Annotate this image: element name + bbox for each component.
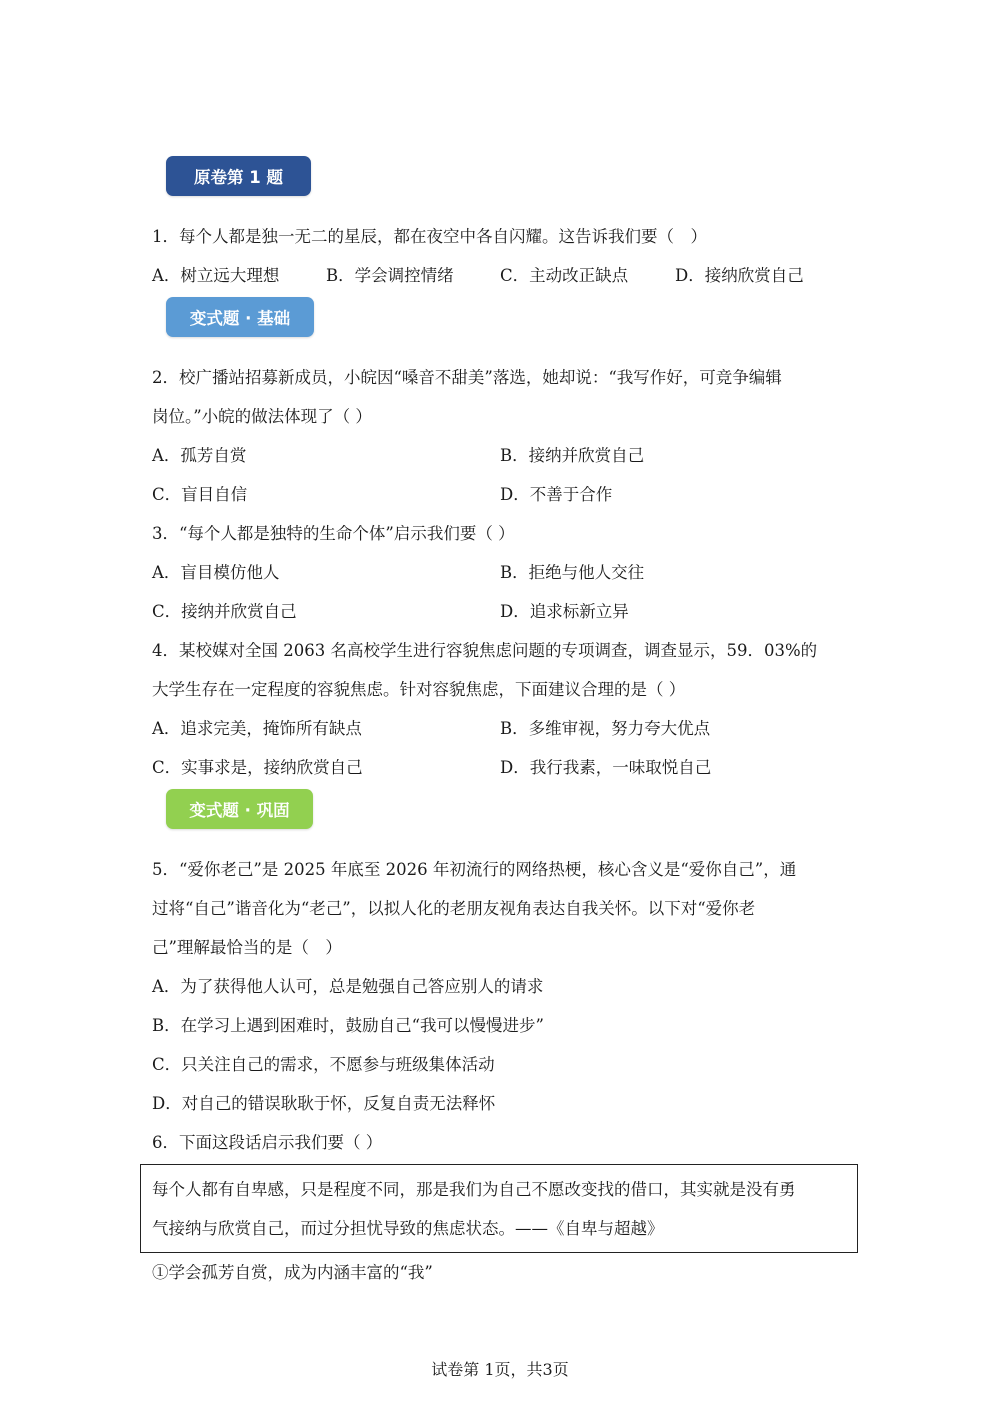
- q2-option-c: C．盲目自信: [152, 485, 248, 504]
- q4-option-b: B．多维审视，努力夸大优点: [500, 719, 711, 738]
- q2-stem-line1: 2．校广播站招募新成员，小皖因“嗓音不甜美”落选，她却说：“我写作好，可竞争编辑: [152, 368, 782, 387]
- q4-option-d: D．我行我素，一味取悦自己: [500, 758, 712, 777]
- q4-stem-line2: 大学生存在一定程度的容貌焦虑。针对容貌焦虑，下面建议合理的是（ ）: [152, 680, 686, 699]
- q2-option-d: D．不善于合作: [500, 485, 613, 504]
- q2-option-a: A．孤芳自赏: [152, 446, 247, 465]
- q1-option-b: B．学会调控情绪: [326, 266, 454, 285]
- q5-stem-line1: 5．“爱你老己”是 2025 年底至 2026 年初流行的网络热梗，核心含义是“爱你自己”，通: [152, 860, 797, 879]
- section-tag-basic: 变式题 · 基础: [166, 297, 314, 337]
- q2-option-b: B．接纳并欣赏自己: [500, 446, 645, 465]
- q5-option-d: D．对自己的错误耿耿于怀，反复自责无法释怀: [152, 1094, 496, 1113]
- q5-option-c: C．只关注自己的需求，不愿参与班级集体活动: [152, 1055, 495, 1074]
- q5-stem-line2: 过将“自己”谐音化为“老己”，以拟人化的老朋友视角表达自我关怀。以下对“爱你老: [152, 899, 756, 918]
- q5-stem-line3: 己”理解最恰当的是（ ）: [152, 938, 342, 957]
- q3-option-a: A．盲目模仿他人: [152, 563, 280, 582]
- q4-option-c: C．实事求是，接纳欣赏自己: [152, 758, 363, 777]
- q6-stem: 6．下面这段话启示我们要（ ）: [152, 1133, 383, 1152]
- q6-quote-line2: 气接纳与欣赏自己，而过分担忧导致的焦虑状态。——《自卑与超越》: [152, 1219, 664, 1238]
- q1-stem: 1．每个人都是独一无二的星辰，都在夜空中各自闪耀。这告诉我们要（ ）: [152, 227, 707, 246]
- q4-stem-line1: 4．某校媒对全国 2063 名高校学生进行容貌焦虑问题的专项调查，调查显示，59．03%的: [152, 641, 818, 660]
- q3-option-d: D．追求标新立异: [500, 602, 629, 621]
- page-footer: 试卷第 1页，共3页: [431, 1360, 569, 1379]
- q6-quote-line1: 每个人都有自卑感，只是程度不同，那是我们为自己不愿改变找的借口，其实就是没有勇: [152, 1180, 796, 1199]
- q6-item-1: ①学会孤芳自赏，成为内涵丰富的“我”: [152, 1263, 433, 1282]
- q4-option-a: A．追求完美，掩饰所有缺点: [152, 719, 362, 738]
- q1-option-c: C．主动改正缺点: [500, 266, 629, 285]
- q1-option-d: D．接纳欣赏自己: [675, 266, 804, 285]
- q2-stem-line2: 岗位。”小皖的做法体现了（ ）: [152, 407, 372, 426]
- q3-option-c: C．接纳并欣赏自己: [152, 602, 297, 621]
- q3-option-b: B．拒绝与他人交往: [500, 563, 645, 582]
- section-tag-consolidate: 变式题 · 巩固: [166, 789, 313, 829]
- q3-stem: 3．“每个人都是独特的生命个体”启示我们要（ ）: [152, 524, 515, 543]
- q5-option-a: A．为了获得他人认可，总是勉强自己答应别人的请求: [152, 977, 544, 996]
- section-tag-original: 原卷第 1 题: [166, 156, 311, 196]
- q1-option-a: A．树立远大理想: [152, 266, 280, 285]
- q5-option-b: B．在学习上遇到困难时，鼓励自己“我可以慢慢进步”: [152, 1016, 544, 1035]
